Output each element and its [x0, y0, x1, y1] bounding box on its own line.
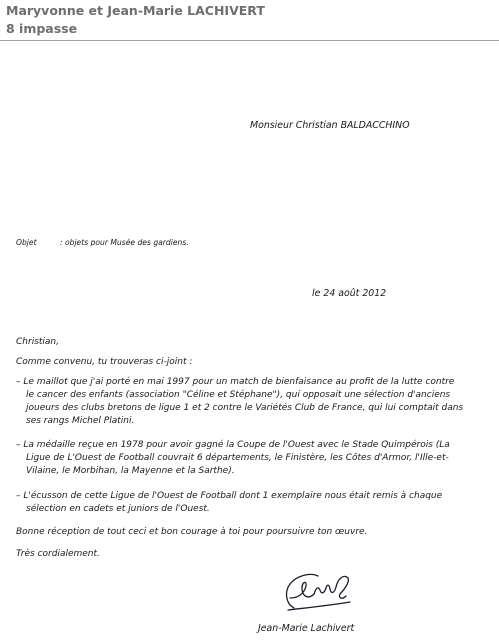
list-item-medaille — [16, 439, 488, 478]
letterhead — [0, 0, 499, 41]
objet-value: : objets pour Musée des gardiens. — [60, 238, 189, 247]
objet-label: Objet — [16, 238, 37, 247]
letter-date: le 24 août 2012 — [312, 288, 387, 299]
list-item-line: le cancer des enfants (association "Céline et Stéphane"), qui opposait une sélection d'anciens — [26, 390, 451, 400]
sender-address: 8 impasse — [6, 21, 78, 36]
list-item-line: – Le maillot que j'ai porté en mai 1997 pour un match de bienfaisance au profit de la lutte contre — [16, 377, 455, 387]
list-item-line: joueurs des clubs bretons de ligue 1 et 2 contre le Variétés Club de France, qui lui comptait dans — [26, 403, 464, 413]
list-item-ecusson — [16, 490, 488, 516]
closing-line: Bonne réception de tout ceci et bon courage à toi pour poursuivre ton œuvre. — [16, 527, 368, 537]
list-item-line: ses rangs Michel Platini. — [26, 416, 135, 426]
intro-line: Comme convenu, tu trouveras ci-joint : — [16, 357, 193, 367]
list-item-line: sélection en cadets et juniors de l'Ouest. — [26, 504, 210, 514]
list-item-maillot — [16, 376, 488, 428]
signature-name: Jean-Marie Lachivert — [258, 623, 355, 634]
list-item-line: – La médaille reçue en 1978 pour avoir gagné la Coupe de l'Ouest avec le Stade Quimpérois (La — [16, 440, 450, 450]
sign-off: Très cordialement. — [16, 549, 100, 559]
recipient-name: Monsieur Christian BALDACCHINO — [250, 120, 410, 131]
handwritten-signature — [280, 568, 356, 614]
list-item-line: Vilaine, le Morbihan, la Mayenne et la Sarthe). — [26, 466, 235, 476]
list-item-line: – L'écusson de cette Ligue de l'Ouest de Football dont 1 exemplaire nous était remis à chaque — [16, 491, 443, 501]
salutation: Christian, — [16, 337, 59, 347]
list-item-line: Ligue de L'Ouest de Football couvrait 6 départements, le Finistère, les Côtes d'Armor, l'Ille-et- — [26, 453, 449, 463]
sender-names: Maryvonne et Jean-Marie LACHIVERT — [6, 3, 265, 18]
